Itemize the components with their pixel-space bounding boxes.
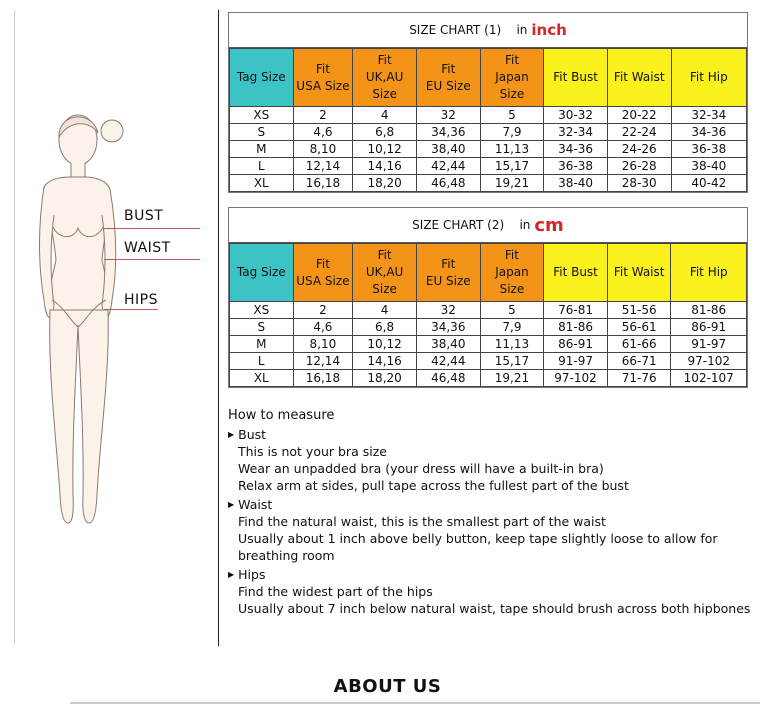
table-cell: 61-66: [607, 336, 671, 353]
waist-label: WAIST: [124, 240, 171, 256]
size-chart-inch: [228, 12, 748, 193]
table-cell: 12,14: [293, 353, 353, 370]
table-cell: 46,48: [416, 370, 480, 387]
column-header: Fit Hip: [671, 244, 747, 302]
table-cell: 81-86: [544, 319, 608, 336]
table-cell: 15,17: [480, 353, 544, 370]
table-cell: 10,12: [353, 336, 417, 353]
table-cell: XS: [230, 302, 294, 319]
table-cell: 32: [416, 107, 480, 124]
table-row: [230, 141, 747, 158]
table-cell: M: [230, 336, 294, 353]
table-cell: 5: [480, 107, 544, 124]
column-header: Fit Waist: [607, 244, 671, 302]
table-cell: 26-28: [607, 158, 671, 175]
about-us-heading: ABOUT US: [333, 676, 442, 697]
table-cell: 38-40: [671, 158, 746, 175]
hips-heading: Hips: [238, 567, 266, 582]
table-cell: 38,40: [416, 141, 480, 158]
table-row: [230, 124, 747, 141]
waist-line: [104, 259, 200, 260]
table-cell: S: [230, 319, 294, 336]
table-cell: 34-36: [544, 141, 608, 158]
table-cell: 19,21: [480, 175, 544, 192]
left-border: [14, 10, 15, 644]
table-cell: 81-86: [671, 302, 747, 319]
table-cell: 28-30: [607, 175, 671, 192]
column-divider: [218, 10, 219, 646]
chart-title: [229, 208, 747, 243]
hips-line: [104, 309, 158, 310]
triangle-bullet-icon: ▶: [228, 500, 235, 509]
table-cell: XS: [230, 107, 294, 124]
how-to-measure: [228, 407, 775, 617]
table-cell: 2: [293, 107, 353, 124]
table-cell: 76-81: [544, 302, 608, 319]
table-cell: 34,36: [416, 124, 480, 141]
column-header: Fit UK,AU Size: [353, 244, 417, 302]
table-cell: 14,16: [353, 158, 417, 175]
table-cell: 34-36: [671, 124, 746, 141]
chart-title: [229, 13, 747, 48]
column-header: Fit USA Size: [293, 244, 353, 302]
table-cell: 24-26: [607, 141, 671, 158]
table-cell: 66-71: [607, 353, 671, 370]
table-cell: 10,12: [353, 141, 417, 158]
table-cell: XL: [230, 370, 294, 387]
column-header: Fit Japan Size: [480, 244, 544, 302]
table-row: [230, 319, 747, 336]
table-cell: 34,36: [416, 319, 480, 336]
table-cell: 91-97: [544, 353, 608, 370]
bust-line-2: Wear an unpadded bra (your dress will have a built-in bra): [238, 461, 604, 476]
table-cell: 15,17: [480, 158, 544, 175]
table-cell: 42,44: [416, 353, 480, 370]
how-to-title: How to measure: [228, 408, 335, 423]
table-cell: 6,8: [353, 319, 417, 336]
waist-line-1: Find the natural waist, this is the smallest part of the waist: [238, 514, 606, 529]
column-header: Fit USA Size: [293, 49, 353, 107]
table-cell: 38,40: [416, 336, 480, 353]
hips-line-1: Find the widest part of the hips: [238, 584, 433, 599]
table-cell: 71-76: [607, 370, 671, 387]
body-figure-illustration: [30, 95, 210, 535]
triangle-bullet-icon: ▶: [228, 570, 235, 579]
table-cell: 40-42: [671, 175, 746, 192]
table-row: [230, 158, 747, 175]
waist-line-2: Usually about 1 inch above belly button, keep tape slightly loose to allow for breathing room: [238, 531, 718, 563]
table-cell: 8,10: [293, 336, 353, 353]
table-cell: 32: [416, 302, 480, 319]
table-cell: 4: [353, 107, 417, 124]
table-cell: 14,16: [353, 353, 417, 370]
table-cell: 51-56: [607, 302, 671, 319]
size-table-cm: [229, 243, 747, 387]
table-cell: 4: [353, 302, 417, 319]
chart-unit-prefix: in: [519, 218, 531, 232]
table-cell: 86-91: [671, 319, 747, 336]
column-header: Tag Size: [230, 49, 294, 107]
column-header: Fit UK,AU Size: [353, 49, 417, 107]
column-header: Fit EU Size: [416, 244, 480, 302]
chart-unit-prefix: in: [516, 23, 528, 37]
table-cell: 19,21: [480, 370, 544, 387]
chart-unit: inch: [531, 21, 567, 39]
table-cell: 38-40: [544, 175, 608, 192]
table-cell: 2: [293, 302, 353, 319]
hips-line-2: Usually about 7 inch below natural waist, tape should brush across both hipbones: [238, 601, 751, 616]
table-cell: 97-102: [544, 370, 608, 387]
table-cell: 97-102: [671, 353, 747, 370]
table-cell: 102-107: [671, 370, 747, 387]
waist-section: [228, 496, 775, 513]
hips-section: [228, 566, 775, 583]
table-cell: 4,6: [293, 124, 353, 141]
table-cell: 32-34: [544, 124, 608, 141]
chart-title-text: SIZE CHART (1): [409, 23, 502, 37]
bust-line-1: This is not your bra size: [238, 444, 387, 459]
table-cell: L: [230, 353, 294, 370]
table-cell: 16,18: [293, 370, 353, 387]
column-header: Fit Bust: [544, 244, 608, 302]
table-row: [230, 107, 747, 124]
hips-label: HIPS: [124, 292, 158, 308]
table-cell: 30-32: [544, 107, 608, 124]
table-cell: S: [230, 124, 294, 141]
table-cell: 20-22: [607, 107, 671, 124]
table-cell: 42,44: [416, 158, 480, 175]
table-cell: 86-91: [544, 336, 608, 353]
table-cell: 32-34: [671, 107, 746, 124]
table-cell: 6,8: [353, 124, 417, 141]
table-cell: M: [230, 141, 294, 158]
column-header: Fit Waist: [607, 49, 671, 107]
table-cell: 18,20: [353, 370, 417, 387]
column-header: Tag Size: [230, 244, 294, 302]
table-cell: 22-24: [607, 124, 671, 141]
chart-title-text: SIZE CHART (2): [412, 218, 505, 232]
table-cell: 91-97: [671, 336, 747, 353]
bust-heading: Bust: [238, 427, 267, 442]
table-cell: 7,9: [480, 124, 544, 141]
table-cell: 8,10: [293, 141, 353, 158]
table-row: [230, 175, 747, 192]
table-cell: 11,13: [480, 141, 544, 158]
table-row: [230, 353, 747, 370]
column-header: Fit Japan Size: [480, 49, 544, 107]
table-header-row: [230, 244, 747, 302]
table-cell: L: [230, 158, 294, 175]
bust-label: BUST: [124, 208, 164, 224]
table-cell: 36-38: [544, 158, 608, 175]
table-row: [230, 370, 747, 387]
bust-line-3: Relax arm at sides, pull tape across the fullest part of the bust: [238, 478, 629, 493]
column-header: Fit EU Size: [416, 49, 480, 107]
column-header: Fit Bust: [544, 49, 608, 107]
table-cell: 5: [480, 302, 544, 319]
table-cell: 16,18: [293, 175, 353, 192]
bust-section: [228, 426, 775, 443]
size-table-inch: [229, 48, 747, 192]
column-header: Fit Hip: [671, 49, 746, 107]
table-cell: 4,6: [293, 319, 353, 336]
table-cell: 18,20: [353, 175, 417, 192]
triangle-bullet-icon: ▶: [228, 430, 235, 439]
table-cell: 11,13: [480, 336, 544, 353]
table-cell: 46,48: [416, 175, 480, 192]
size-chart-cm: [228, 207, 748, 388]
table-row: [230, 336, 747, 353]
table-cell: 56-61: [607, 319, 671, 336]
table-cell: 36-38: [671, 141, 746, 158]
table-header-row: [230, 49, 747, 107]
chart-unit: cm: [534, 214, 564, 236]
waist-heading: Waist: [238, 497, 273, 512]
bust-line: [104, 228, 200, 229]
table-cell: XL: [230, 175, 294, 192]
table-row: [230, 302, 747, 319]
table-cell: 12,14: [293, 158, 353, 175]
table-cell: 7,9: [480, 319, 544, 336]
